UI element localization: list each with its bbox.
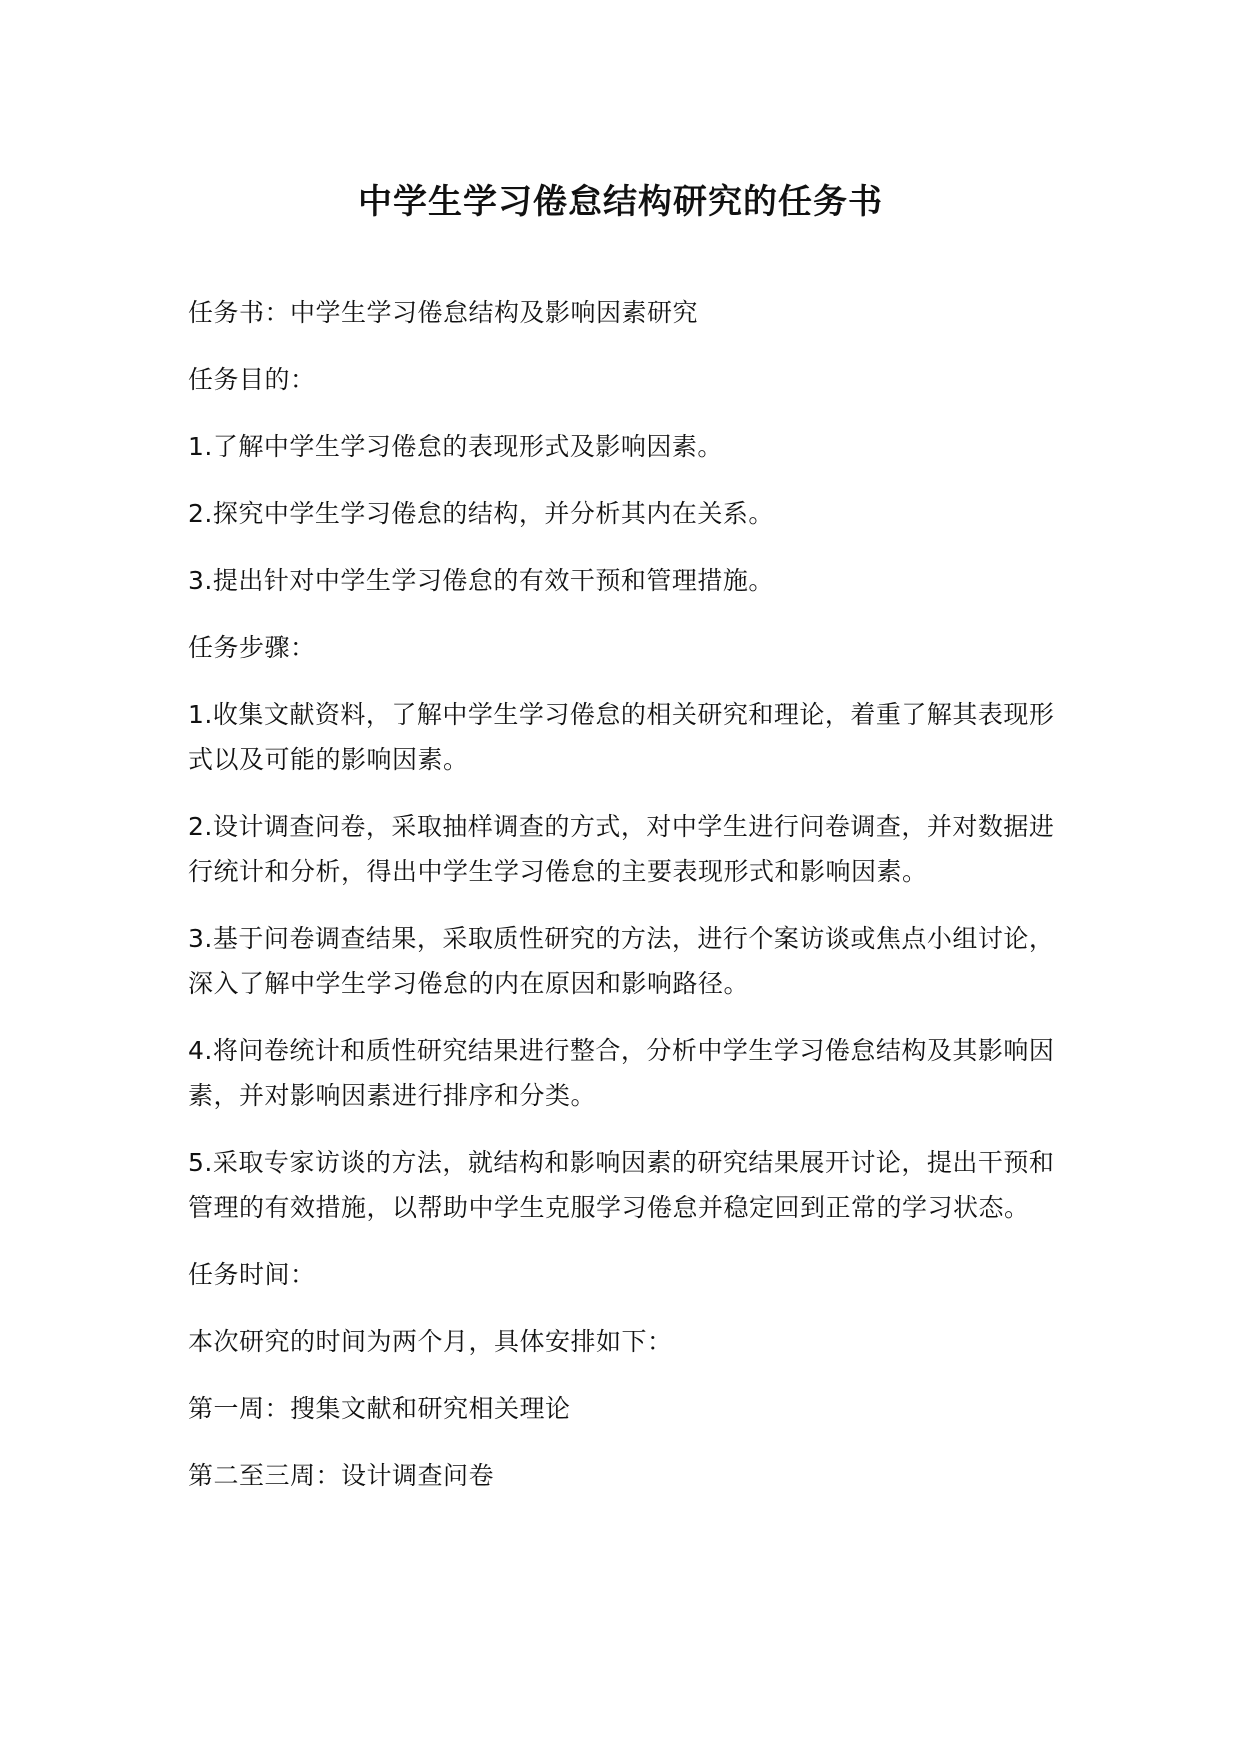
heading-task-steps: 任务步骤：	[188, 633, 316, 662]
document-body	[188, 290, 1058, 1520]
list-item-step-2: 2.设计调查问卷，采取抽样调查的方式，对中学生进行问卷调查，并对数据进行统计和分析，得出中学生学习倦怠的主要表现形式和影响因素。	[188, 812, 1055, 886]
schedule-week-2-3: 第二至三周：设计调查问卷	[188, 1461, 495, 1490]
list-item-step-5: 5.采取专家访谈的方法，就结构和影响因素的研究结果展开讨论，提出干预和管理的有效措施，以帮助中学生克服学习倦怠并稳定回到正常的学习状态。	[188, 1148, 1055, 1222]
list-item-purpose-1: 1.了解中学生学习倦怠的表现形式及影响因素。	[188, 432, 723, 461]
list-item-purpose-2: 2.探究中学生学习倦怠的结构，并分析其内在关系。	[188, 499, 774, 528]
list-item-purpose-3: 3.提出针对中学生学习倦怠的有效干预和管理措施。	[188, 566, 774, 595]
schedule-week-1: 第一周：搜集文献和研究相关理论	[188, 1394, 571, 1423]
list-item-step-1: 1.收集文献资料，了解中学生学习倦怠的相关研究和理论，着重了解其表现形式以及可能的影响因素。	[188, 700, 1055, 774]
paragraph-time-intro: 本次研究的时间为两个月，具体安排如下：	[188, 1327, 673, 1356]
heading-task-time: 任务时间：	[188, 1260, 316, 1289]
heading-task-purpose: 任务目的：	[188, 365, 316, 394]
list-item-step-4: 4.将问卷统计和质性研究结果进行整合，分析中学生学习倦怠结构及其影响因素，并对影响因素进行排序和分类。	[188, 1036, 1055, 1110]
list-item-step-3: 3.基于问卷调查结果，采取质性研究的方法，进行个案访谈或焦点小组讨论，深入了解中学生学习倦怠的内在原因和影响路径。	[188, 924, 1055, 998]
document-title: 中学生学习倦怠结构研究的任务书	[358, 182, 883, 222]
paragraph-task-book: 任务书：中学生学习倦怠结构及影响因素研究	[188, 298, 699, 327]
